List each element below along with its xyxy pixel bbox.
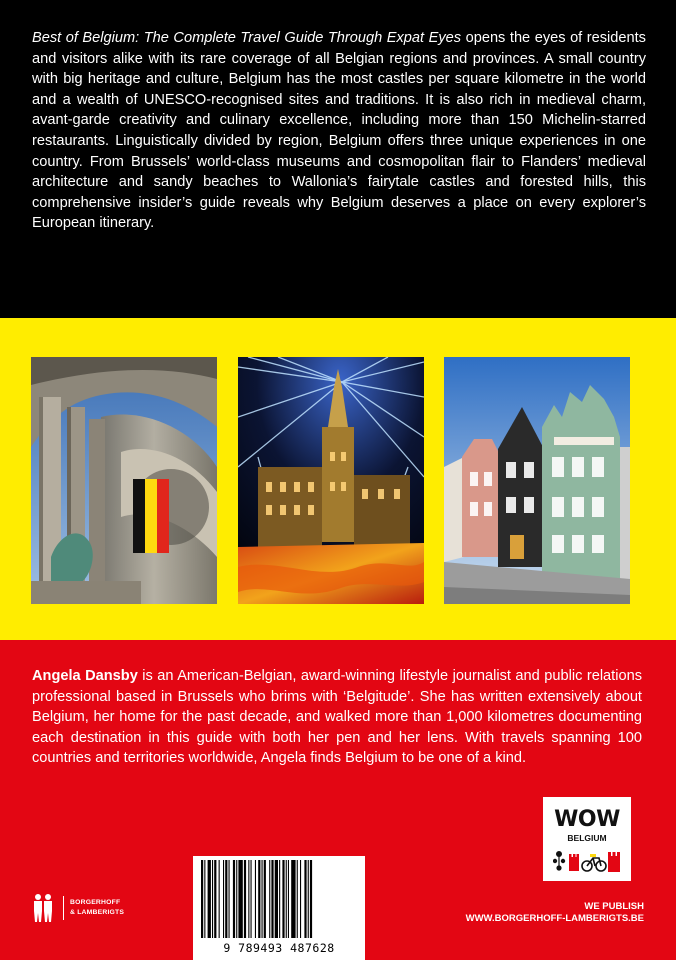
isbn-number: 9 789493 487628 bbox=[223, 941, 335, 955]
publisher-logo-figures-icon bbox=[30, 893, 56, 923]
guild-houses-photo bbox=[444, 357, 630, 604]
publisher-url[interactable]: WWW.BORGERHOFF-LAMBERIGTS.BE bbox=[465, 913, 644, 924]
author-bio bbox=[32, 666, 642, 769]
wow-logo-subtitle: BELGIUM bbox=[567, 833, 607, 843]
publisher-name-line2: & LAMBERIGTS bbox=[70, 909, 125, 916]
publisher-divider bbox=[63, 896, 64, 920]
publisher-slogan: WE PUBLISH bbox=[584, 901, 644, 912]
blurb-text: opens the eyes of residents and visitors alike with its rare coverage of all Belgian regions and provinces. A small country with big heritage and culture, Belgium has the most castles per square kilometre in the world and a wealth of UNESCO-recognised sites and traditions. It is also rich in medieval charm, avant-garde creativity and culinary excellence, including more than 150 Michelin-starred restaurants. Linguistically divided by region, Belgium offers three unique experiences in one country. From Brussels’ world-class museums and cosmopolitan flair to Flanders’ medieval architecture and sandy beaches to Wallonia’s fairytale castles and forested hills, this comprehensive insider’s guide reveals why Belgium deserves a place on every explorer’s European itinerary. bbox=[32, 30, 646, 232]
grand-place-light-show-photo bbox=[238, 357, 424, 604]
wow-belgium-logo bbox=[543, 797, 631, 881]
book-title: Best of Belgium: The Complete Travel Guide Through Expat Eyes bbox=[32, 30, 462, 46]
belgian-landmarks-icon bbox=[553, 849, 621, 873]
publisher-name-line1: BORGERHOFF bbox=[70, 899, 121, 906]
wow-logo-title: WOW bbox=[554, 807, 620, 832]
barcode bbox=[193, 856, 365, 960]
cinquantenaire-arch-photo bbox=[31, 357, 217, 604]
author-name: Angela Dansby bbox=[32, 668, 138, 684]
barcode-bars bbox=[201, 860, 357, 938]
book-blurb bbox=[32, 28, 646, 234]
bio-text: is an American-Belgian, award-winning lifestyle journalist and public relations professional based in Brussels who brims with ‘Belgitude’. She has written extensively about Belgium, her home for the past decade, and walked more than 1,000 kilometres documenting each destination in this guide with both her pen and her lens. With travels spanning 100 countries and territories worldwide, Angela finds Belgium to be one of a kind. bbox=[32, 668, 642, 767]
